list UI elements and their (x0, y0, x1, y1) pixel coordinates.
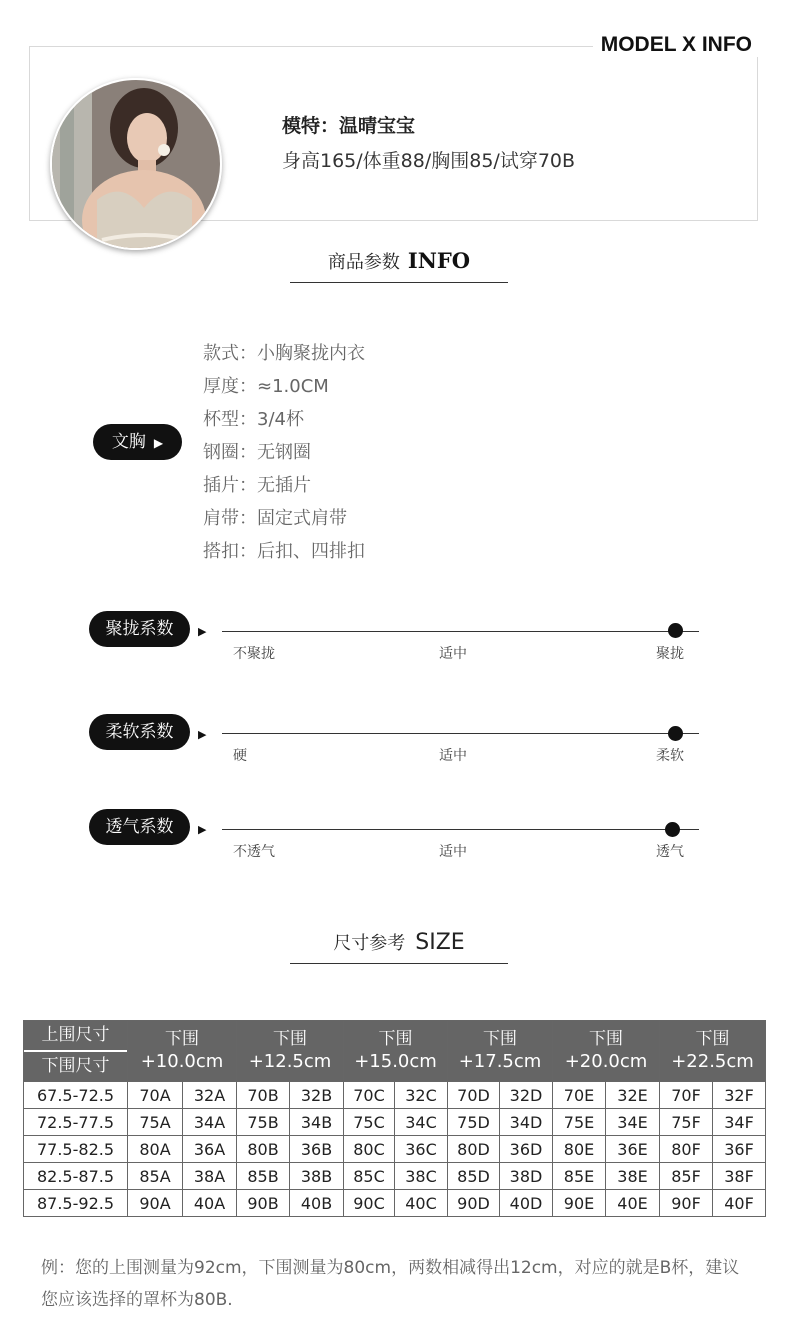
cup-size-cell: 36F (713, 1136, 766, 1163)
bust-range-cell: 82.5-87.5 (24, 1163, 128, 1190)
spec-insert: 插片：无插片 (203, 475, 311, 496)
cup-size-cell: 36E (606, 1136, 660, 1163)
spec-strap: 肩带：固定式肩带 (203, 508, 347, 529)
cup-size-cell: 90D (448, 1190, 500, 1217)
cup-size-cell: 90B (237, 1190, 290, 1217)
scale-right-label: 透气 (656, 844, 684, 860)
scale-badge-softness (89, 714, 190, 750)
cup-size-cell: 40D (500, 1190, 553, 1217)
cup-size-cell: 34E (606, 1109, 660, 1136)
column-header: 下围 +15.0cm (344, 1021, 448, 1082)
cup-size-cell: 85F (660, 1163, 713, 1190)
scale-badge-breathability (89, 809, 190, 845)
table-row (24, 1082, 766, 1109)
cup-size-cell: 38C (395, 1163, 448, 1190)
scale-line-softness (222, 733, 699, 734)
cup-size-cell: 90E (553, 1190, 606, 1217)
model-avatar (50, 78, 222, 250)
scale-marker-breathability (665, 822, 680, 837)
cup-size-cell: 32B (290, 1082, 344, 1109)
size-title-zh: 尺寸参考 (333, 933, 406, 954)
cup-size-cell: 38F (713, 1163, 766, 1190)
spec-clasp: 搭扣：后扣、四排扣 (203, 541, 365, 562)
bust-range-cell: 67.5-72.5 (24, 1082, 128, 1109)
cup-size-cell: 75E (553, 1109, 606, 1136)
table-row (24, 1163, 766, 1190)
scale-right-label: 柔软 (656, 748, 684, 764)
scale-name-softness: 柔软系数 (105, 722, 174, 742)
cup-size-cell: 34F (713, 1109, 766, 1136)
cup-size-cell: 80E (553, 1136, 606, 1163)
bust-range-cell: 72.5-77.5 (24, 1109, 128, 1136)
info-title-zh: 商品参数 (327, 252, 400, 273)
cup-size-cell: 40C (395, 1190, 448, 1217)
corner-upper-label: 上围尺寸 (24, 1021, 127, 1052)
scale-line-pushup (222, 631, 699, 632)
cup-size-cell: 32C (395, 1082, 448, 1109)
cup-size-cell: 85D (448, 1163, 500, 1190)
info-title-en: INFO (407, 248, 471, 273)
cup-size-cell: 80C (344, 1136, 395, 1163)
corner-lower-label: 下围尺寸 (41, 1056, 110, 1076)
scale-badge-pushup (89, 611, 190, 647)
model-name: 模特：温晴宝宝 (282, 115, 416, 137)
spec-underwire: 钢圈：无钢圈 (203, 442, 311, 463)
cup-size-cell: 90F (660, 1190, 713, 1217)
scale-mid-label: 适中 (439, 748, 467, 764)
scale-line-breathability (222, 829, 699, 830)
cup-size-cell: 38D (500, 1163, 553, 1190)
cup-size-cell: 70F (660, 1082, 713, 1109)
cup-size-cell: 85C (344, 1163, 395, 1190)
cup-size-cell: 32E (606, 1082, 660, 1109)
table-row (24, 1190, 766, 1217)
model-stats: 身高165/体重88/胸围85/试穿70B (282, 150, 576, 172)
cup-size-cell: 32D (500, 1082, 553, 1109)
spec-cup-type: 杯型：3/4杯 (203, 409, 304, 430)
table-row (24, 1136, 766, 1163)
cup-size-cell: 70D (448, 1082, 500, 1109)
model-info-heading: MODEL X INFO (593, 33, 760, 57)
size-chart-table (23, 1020, 766, 1217)
column-header: 下围 +17.5cm (448, 1021, 553, 1082)
cup-size-cell: 80B (237, 1136, 290, 1163)
bust-range-cell: 87.5-92.5 (24, 1190, 128, 1217)
cup-size-cell: 75A (128, 1109, 183, 1136)
scale-right-label: 聚拢 (656, 646, 684, 662)
model-photo (52, 80, 220, 248)
cup-size-cell: 34C (395, 1109, 448, 1136)
cup-size-cell: 34B (290, 1109, 344, 1136)
scale-left-label: 硬 (233, 748, 247, 764)
size-table-body (24, 1082, 766, 1217)
cup-size-cell: 38E (606, 1163, 660, 1190)
column-header: 下围 +20.0cm (553, 1021, 660, 1082)
size-example-note: 例：您的上围测量为92cm，下围测量为80cm，两数相减得出12cm，对应的就是B杯，建议您应该选择的罩杯为80B. (41, 1258, 740, 1310)
scale-name-pushup: 聚拢系数 (105, 619, 174, 639)
bra-category-label: 文胸 (111, 432, 146, 452)
cup-size-cell: 70C (344, 1082, 395, 1109)
cup-size-cell: 36A (183, 1136, 237, 1163)
cup-size-cell: 40A (183, 1190, 237, 1217)
cup-size-cell: 70B (237, 1082, 290, 1109)
right-arrow-icon: ▶ (198, 823, 207, 836)
cup-size-cell: 36D (500, 1136, 553, 1163)
cup-size-cell: 90A (128, 1190, 183, 1217)
scale-name-breathability: 透气系数 (105, 817, 174, 837)
cup-size-cell: 38B (290, 1163, 344, 1190)
bra-category-badge (93, 424, 182, 460)
cup-size-cell: 75F (660, 1109, 713, 1136)
cup-size-cell: 38A (183, 1163, 237, 1190)
scale-marker-softness (668, 726, 683, 741)
right-arrow-icon: ▶ (198, 625, 207, 638)
cup-size-cell: 40B (290, 1190, 344, 1217)
scale-marker-pushup (668, 623, 683, 638)
cup-size-cell: 32F (713, 1082, 766, 1109)
right-arrow-icon: ▶ (198, 728, 207, 741)
cup-size-cell: 75B (237, 1109, 290, 1136)
size-table-header-row (24, 1021, 766, 1082)
cup-size-cell: 75C (344, 1109, 395, 1136)
cup-size-cell: 32A (183, 1082, 237, 1109)
table-row (24, 1109, 766, 1136)
cup-size-cell: 85E (553, 1163, 606, 1190)
cup-size-cell: 40E (606, 1190, 660, 1217)
cup-size-cell: 36B (290, 1136, 344, 1163)
cup-size-cell: 90C (344, 1190, 395, 1217)
column-header: 下围 +12.5cm (237, 1021, 344, 1082)
cup-size-cell: 36C (395, 1136, 448, 1163)
bust-range-cell: 77.5-82.5 (24, 1136, 128, 1163)
spec-thickness: 厚度：≈1.0CM (203, 376, 329, 397)
cup-size-cell: 80F (660, 1136, 713, 1163)
cup-size-cell: 85B (237, 1163, 290, 1190)
size-title-en: SIZE (415, 930, 465, 955)
size-section-title (290, 929, 508, 964)
spec-list (203, 340, 365, 571)
cup-size-cell: 40F (713, 1190, 766, 1217)
scale-left-label: 不透气 (233, 844, 275, 860)
cup-size-cell: 80A (128, 1136, 183, 1163)
scale-left-label: 不聚拢 (233, 646, 275, 662)
cup-size-cell: 80D (448, 1136, 500, 1163)
cup-size-cell: 70E (553, 1082, 606, 1109)
scale-mid-label: 适中 (439, 646, 467, 662)
cup-size-cell: 70A (128, 1082, 183, 1109)
size-table-corner (24, 1021, 128, 1082)
cup-size-cell: 34D (500, 1109, 553, 1136)
column-header: 下围 +10.0cm (128, 1021, 237, 1082)
scale-mid-label: 适中 (439, 844, 467, 860)
play-arrow-icon: ▶ (153, 436, 164, 450)
info-section-title (290, 248, 508, 283)
spec-style: 款式：小胸聚拢内衣 (203, 343, 365, 364)
cup-size-cell: 75D (448, 1109, 500, 1136)
cup-size-cell: 85A (128, 1163, 183, 1190)
cup-size-cell: 34A (183, 1109, 237, 1136)
column-header: 下围 +22.5cm (660, 1021, 766, 1082)
